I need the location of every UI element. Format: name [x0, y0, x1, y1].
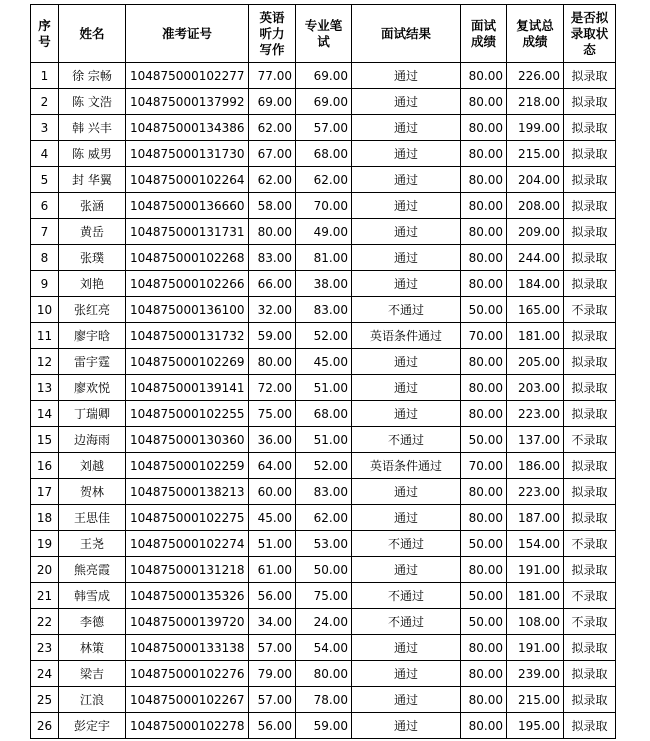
cell-english-score: 64.00	[249, 453, 296, 479]
cell-admission-status: 拟录取	[564, 401, 616, 427]
cell-exam-id: 104875000102274	[126, 531, 249, 557]
cell-interview-result: 英语条件通过	[352, 453, 461, 479]
cell-english-score: 66.00	[249, 271, 296, 297]
cell-written-score: 83.00	[296, 297, 352, 323]
cell-english-score: 34.00	[249, 609, 296, 635]
cell-total-score: 181.00	[507, 323, 564, 349]
cell-admission-status: 拟录取	[564, 115, 616, 141]
cell-written-score: 70.00	[296, 193, 352, 219]
cell-interview-score: 80.00	[461, 115, 507, 141]
cell-interview-score: 80.00	[461, 401, 507, 427]
cell-total-score: 215.00	[507, 687, 564, 713]
cell-exam-id: 104875000130360	[126, 427, 249, 453]
admission-results-table	[30, 4, 616, 739]
cell-interview-result: 通过	[352, 271, 461, 297]
cell-written-score: 52.00	[296, 323, 352, 349]
table-row	[31, 245, 616, 271]
cell-interview-score: 80.00	[461, 219, 507, 245]
cell-exam-id: 104875000102259	[126, 453, 249, 479]
cell-admission-status: 拟录取	[564, 635, 616, 661]
table-row	[31, 713, 616, 739]
cell-seq: 10	[31, 297, 59, 323]
cell-interview-score: 80.00	[461, 557, 507, 583]
cell-written-score: 68.00	[296, 141, 352, 167]
cell-written-score: 53.00	[296, 531, 352, 557]
header-interview-score: 面试 成绩	[461, 5, 507, 63]
cell-written-score: 78.00	[296, 687, 352, 713]
cell-seq: 8	[31, 245, 59, 271]
table-row	[31, 89, 616, 115]
cell-english-score: 32.00	[249, 297, 296, 323]
table-row	[31, 453, 616, 479]
cell-interview-score: 80.00	[461, 635, 507, 661]
cell-interview-result: 通过	[352, 245, 461, 271]
table-row	[31, 427, 616, 453]
cell-interview-score: 50.00	[461, 583, 507, 609]
cell-name: 黄岳	[59, 219, 126, 245]
cell-interview-result: 通过	[352, 557, 461, 583]
cell-exam-id: 104875000139141	[126, 375, 249, 401]
cell-name: 陈 威男	[59, 141, 126, 167]
cell-name: 韩雪成	[59, 583, 126, 609]
cell-name: 王尧	[59, 531, 126, 557]
cell-english-score: 62.00	[249, 115, 296, 141]
cell-total-score: 209.00	[507, 219, 564, 245]
cell-total-score: 186.00	[507, 453, 564, 479]
cell-name: 廖宇晗	[59, 323, 126, 349]
cell-english-score: 51.00	[249, 531, 296, 557]
cell-exam-id: 104875000131730	[126, 141, 249, 167]
cell-seq: 17	[31, 479, 59, 505]
cell-exam-id: 104875000102267	[126, 687, 249, 713]
cell-interview-result: 通过	[352, 167, 461, 193]
cell-admission-status: 拟录取	[564, 375, 616, 401]
table-row	[31, 219, 616, 245]
table-row	[31, 167, 616, 193]
cell-admission-status: 拟录取	[564, 713, 616, 739]
cell-admission-status: 拟录取	[564, 505, 616, 531]
cell-exam-id: 104875000102278	[126, 713, 249, 739]
cell-admission-status: 不录取	[564, 583, 616, 609]
cell-exam-id: 104875000102264	[126, 167, 249, 193]
cell-interview-score: 80.00	[461, 89, 507, 115]
cell-name: 贺林	[59, 479, 126, 505]
cell-admission-status: 拟录取	[564, 63, 616, 89]
cell-interview-result: 通过	[352, 63, 461, 89]
cell-english-score: 69.00	[249, 89, 296, 115]
table-row	[31, 193, 616, 219]
cell-name: 张璞	[59, 245, 126, 271]
cell-interview-score: 70.00	[461, 453, 507, 479]
cell-english-score: 61.00	[249, 557, 296, 583]
table-row	[31, 531, 616, 557]
header-name: 姓名	[59, 5, 126, 63]
cell-interview-score: 70.00	[461, 323, 507, 349]
cell-interview-result: 不通过	[352, 297, 461, 323]
cell-written-score: 62.00	[296, 505, 352, 531]
cell-seq: 19	[31, 531, 59, 557]
cell-english-score: 72.00	[249, 375, 296, 401]
cell-seq: 1	[31, 63, 59, 89]
cell-english-score: 59.00	[249, 323, 296, 349]
cell-written-score: 45.00	[296, 349, 352, 375]
cell-exam-id: 104875000137992	[126, 89, 249, 115]
cell-total-score: 244.00	[507, 245, 564, 271]
cell-written-score: 57.00	[296, 115, 352, 141]
cell-name: 边海雨	[59, 427, 126, 453]
cell-written-score: 24.00	[296, 609, 352, 635]
cell-interview-result: 通过	[352, 115, 461, 141]
cell-interview-score: 80.00	[461, 141, 507, 167]
cell-admission-status: 拟录取	[564, 167, 616, 193]
header-admission-status: 是否拟 录取状 态	[564, 5, 616, 63]
header-exam-id: 准考证号	[126, 5, 249, 63]
table-row	[31, 375, 616, 401]
cell-total-score: 223.00	[507, 401, 564, 427]
table-row	[31, 141, 616, 167]
cell-total-score: 223.00	[507, 479, 564, 505]
cell-name: 江浪	[59, 687, 126, 713]
cell-admission-status: 拟录取	[564, 479, 616, 505]
cell-admission-status: 不录取	[564, 427, 616, 453]
cell-total-score: 154.00	[507, 531, 564, 557]
cell-interview-score: 80.00	[461, 505, 507, 531]
cell-exam-id: 104875000102255	[126, 401, 249, 427]
cell-exam-id: 104875000102269	[126, 349, 249, 375]
table-row	[31, 323, 616, 349]
cell-seq: 14	[31, 401, 59, 427]
results-table-container	[30, 4, 616, 739]
cell-name: 丁瑞卿	[59, 401, 126, 427]
cell-written-score: 52.00	[296, 453, 352, 479]
cell-written-score: 54.00	[296, 635, 352, 661]
cell-exam-id: 104875000138213	[126, 479, 249, 505]
cell-total-score: 226.00	[507, 63, 564, 89]
cell-admission-status: 拟录取	[564, 141, 616, 167]
cell-total-score: 191.00	[507, 635, 564, 661]
cell-seq: 15	[31, 427, 59, 453]
header-written: 专业笔 试	[296, 5, 352, 63]
cell-english-score: 60.00	[249, 479, 296, 505]
table-row	[31, 479, 616, 505]
cell-total-score: 165.00	[507, 297, 564, 323]
cell-exam-id: 104875000136660	[126, 193, 249, 219]
cell-english-score: 56.00	[249, 713, 296, 739]
cell-total-score: 203.00	[507, 375, 564, 401]
cell-english-score: 80.00	[249, 219, 296, 245]
cell-seq: 18	[31, 505, 59, 531]
cell-interview-result: 通过	[352, 687, 461, 713]
cell-english-score: 58.00	[249, 193, 296, 219]
cell-english-score: 67.00	[249, 141, 296, 167]
table-row	[31, 63, 616, 89]
cell-name: 李德	[59, 609, 126, 635]
cell-interview-score: 50.00	[461, 297, 507, 323]
cell-interview-score: 80.00	[461, 661, 507, 687]
cell-name: 张涵	[59, 193, 126, 219]
cell-admission-status: 拟录取	[564, 557, 616, 583]
cell-total-score: 184.00	[507, 271, 564, 297]
header-row	[31, 5, 616, 63]
cell-written-score: 80.00	[296, 661, 352, 687]
header-english: 英语 听力 写作	[249, 5, 296, 63]
cell-written-score: 51.00	[296, 427, 352, 453]
cell-interview-score: 80.00	[461, 713, 507, 739]
cell-interview-result: 通过	[352, 193, 461, 219]
cell-seq: 23	[31, 635, 59, 661]
cell-written-score: 75.00	[296, 583, 352, 609]
cell-interview-score: 80.00	[461, 687, 507, 713]
cell-name: 廖欢悦	[59, 375, 126, 401]
cell-written-score: 69.00	[296, 89, 352, 115]
cell-name: 张红亮	[59, 297, 126, 323]
header-total-score: 复试总 成绩	[507, 5, 564, 63]
cell-name: 王思佳	[59, 505, 126, 531]
cell-exam-id: 104875000102277	[126, 63, 249, 89]
header-interview-result: 面试结果	[352, 5, 461, 63]
cell-english-score: 75.00	[249, 401, 296, 427]
cell-admission-status: 拟录取	[564, 245, 616, 271]
cell-english-score: 57.00	[249, 687, 296, 713]
cell-interview-result: 通过	[352, 635, 461, 661]
cell-interview-score: 80.00	[461, 479, 507, 505]
cell-total-score: 191.00	[507, 557, 564, 583]
cell-admission-status: 拟录取	[564, 661, 616, 687]
cell-name: 彭定宇	[59, 713, 126, 739]
cell-seq: 25	[31, 687, 59, 713]
cell-admission-status: 不录取	[564, 531, 616, 557]
cell-written-score: 49.00	[296, 219, 352, 245]
cell-seq: 24	[31, 661, 59, 687]
cell-total-score: 195.00	[507, 713, 564, 739]
cell-name: 韩 兴丰	[59, 115, 126, 141]
header-seq: 序 号	[31, 5, 59, 63]
cell-interview-result: 不通过	[352, 583, 461, 609]
cell-name: 封 华翼	[59, 167, 126, 193]
cell-exam-id: 104875000102275	[126, 505, 249, 531]
cell-exam-id: 104875000131218	[126, 557, 249, 583]
cell-total-score: 199.00	[507, 115, 564, 141]
cell-written-score: 83.00	[296, 479, 352, 505]
cell-total-score: 137.00	[507, 427, 564, 453]
cell-exam-id: 104875000135326	[126, 583, 249, 609]
cell-total-score: 204.00	[507, 167, 564, 193]
cell-admission-status: 不录取	[564, 609, 616, 635]
cell-english-score: 56.00	[249, 583, 296, 609]
cell-total-score: 208.00	[507, 193, 564, 219]
cell-english-score: 83.00	[249, 245, 296, 271]
cell-interview-result: 不通过	[352, 427, 461, 453]
cell-admission-status: 拟录取	[564, 89, 616, 115]
cell-interview-score: 80.00	[461, 193, 507, 219]
cell-exam-id: 104875000131731	[126, 219, 249, 245]
cell-interview-score: 50.00	[461, 531, 507, 557]
table-row	[31, 635, 616, 661]
cell-admission-status: 拟录取	[564, 271, 616, 297]
table-row	[31, 505, 616, 531]
cell-exam-id: 104875000131732	[126, 323, 249, 349]
cell-name: 雷宇霆	[59, 349, 126, 375]
cell-seq: 16	[31, 453, 59, 479]
cell-interview-score: 80.00	[461, 271, 507, 297]
cell-interview-result: 通过	[352, 219, 461, 245]
cell-english-score: 62.00	[249, 167, 296, 193]
cell-admission-status: 不录取	[564, 297, 616, 323]
cell-name: 刘艳	[59, 271, 126, 297]
cell-name: 徐 宗畅	[59, 63, 126, 89]
cell-seq: 20	[31, 557, 59, 583]
cell-admission-status: 拟录取	[564, 453, 616, 479]
cell-interview-score: 50.00	[461, 427, 507, 453]
cell-exam-id: 104875000102268	[126, 245, 249, 271]
cell-written-score: 50.00	[296, 557, 352, 583]
cell-interview-result: 通过	[352, 349, 461, 375]
cell-seq: 2	[31, 89, 59, 115]
cell-written-score: 59.00	[296, 713, 352, 739]
cell-name: 梁吉	[59, 661, 126, 687]
cell-total-score: 205.00	[507, 349, 564, 375]
table-row	[31, 349, 616, 375]
table-row	[31, 557, 616, 583]
cell-interview-result: 不通过	[352, 531, 461, 557]
cell-total-score: 239.00	[507, 661, 564, 687]
cell-interview-result: 英语条件通过	[352, 323, 461, 349]
table-row	[31, 583, 616, 609]
cell-written-score: 81.00	[296, 245, 352, 271]
cell-seq: 6	[31, 193, 59, 219]
cell-interview-score: 80.00	[461, 349, 507, 375]
cell-interview-result: 通过	[352, 505, 461, 531]
cell-interview-result: 通过	[352, 401, 461, 427]
cell-name: 林策	[59, 635, 126, 661]
cell-english-score: 79.00	[249, 661, 296, 687]
cell-english-score: 80.00	[249, 349, 296, 375]
cell-total-score: 218.00	[507, 89, 564, 115]
cell-seq: 12	[31, 349, 59, 375]
cell-english-score: 57.00	[249, 635, 296, 661]
table-row	[31, 609, 616, 635]
cell-written-score: 38.00	[296, 271, 352, 297]
cell-total-score: 187.00	[507, 505, 564, 531]
table-row	[31, 115, 616, 141]
cell-total-score: 215.00	[507, 141, 564, 167]
cell-admission-status: 拟录取	[564, 323, 616, 349]
cell-seq: 26	[31, 713, 59, 739]
cell-interview-score: 80.00	[461, 167, 507, 193]
cell-exam-id: 104875000133138	[126, 635, 249, 661]
cell-interview-result: 通过	[352, 89, 461, 115]
cell-interview-result: 通过	[352, 141, 461, 167]
table-row	[31, 271, 616, 297]
cell-seq: 4	[31, 141, 59, 167]
cell-admission-status: 拟录取	[564, 687, 616, 713]
cell-exam-id: 104875000139720	[126, 609, 249, 635]
cell-written-score: 68.00	[296, 401, 352, 427]
cell-seq: 3	[31, 115, 59, 141]
cell-name: 陈 文浩	[59, 89, 126, 115]
cell-name: 刘越	[59, 453, 126, 479]
table-row	[31, 661, 616, 687]
cell-interview-result: 通过	[352, 479, 461, 505]
cell-english-score: 45.00	[249, 505, 296, 531]
cell-admission-status: 拟录取	[564, 193, 616, 219]
cell-interview-score: 80.00	[461, 63, 507, 89]
cell-name: 熊亮霞	[59, 557, 126, 583]
cell-seq: 7	[31, 219, 59, 245]
cell-interview-result: 通过	[352, 661, 461, 687]
cell-exam-id: 104875000102266	[126, 271, 249, 297]
cell-seq: 11	[31, 323, 59, 349]
cell-written-score: 69.00	[296, 63, 352, 89]
cell-interview-result: 通过	[352, 375, 461, 401]
cell-interview-score: 80.00	[461, 245, 507, 271]
table-row	[31, 401, 616, 427]
cell-english-score: 36.00	[249, 427, 296, 453]
cell-admission-status: 拟录取	[564, 219, 616, 245]
cell-exam-id: 104875000134386	[126, 115, 249, 141]
cell-english-score: 77.00	[249, 63, 296, 89]
cell-exam-id: 104875000136100	[126, 297, 249, 323]
cell-seq: 9	[31, 271, 59, 297]
cell-seq: 22	[31, 609, 59, 635]
cell-interview-score: 80.00	[461, 375, 507, 401]
cell-total-score: 181.00	[507, 583, 564, 609]
cell-interview-result: 不通过	[352, 609, 461, 635]
cell-seq: 13	[31, 375, 59, 401]
cell-interview-score: 50.00	[461, 609, 507, 635]
cell-seq: 21	[31, 583, 59, 609]
cell-seq: 5	[31, 167, 59, 193]
table-row	[31, 687, 616, 713]
table-row	[31, 297, 616, 323]
cell-admission-status: 拟录取	[564, 349, 616, 375]
cell-written-score: 51.00	[296, 375, 352, 401]
table-body	[31, 63, 616, 739]
cell-interview-result: 通过	[352, 713, 461, 739]
cell-exam-id: 104875000102276	[126, 661, 249, 687]
cell-total-score: 108.00	[507, 609, 564, 635]
cell-written-score: 62.00	[296, 167, 352, 193]
